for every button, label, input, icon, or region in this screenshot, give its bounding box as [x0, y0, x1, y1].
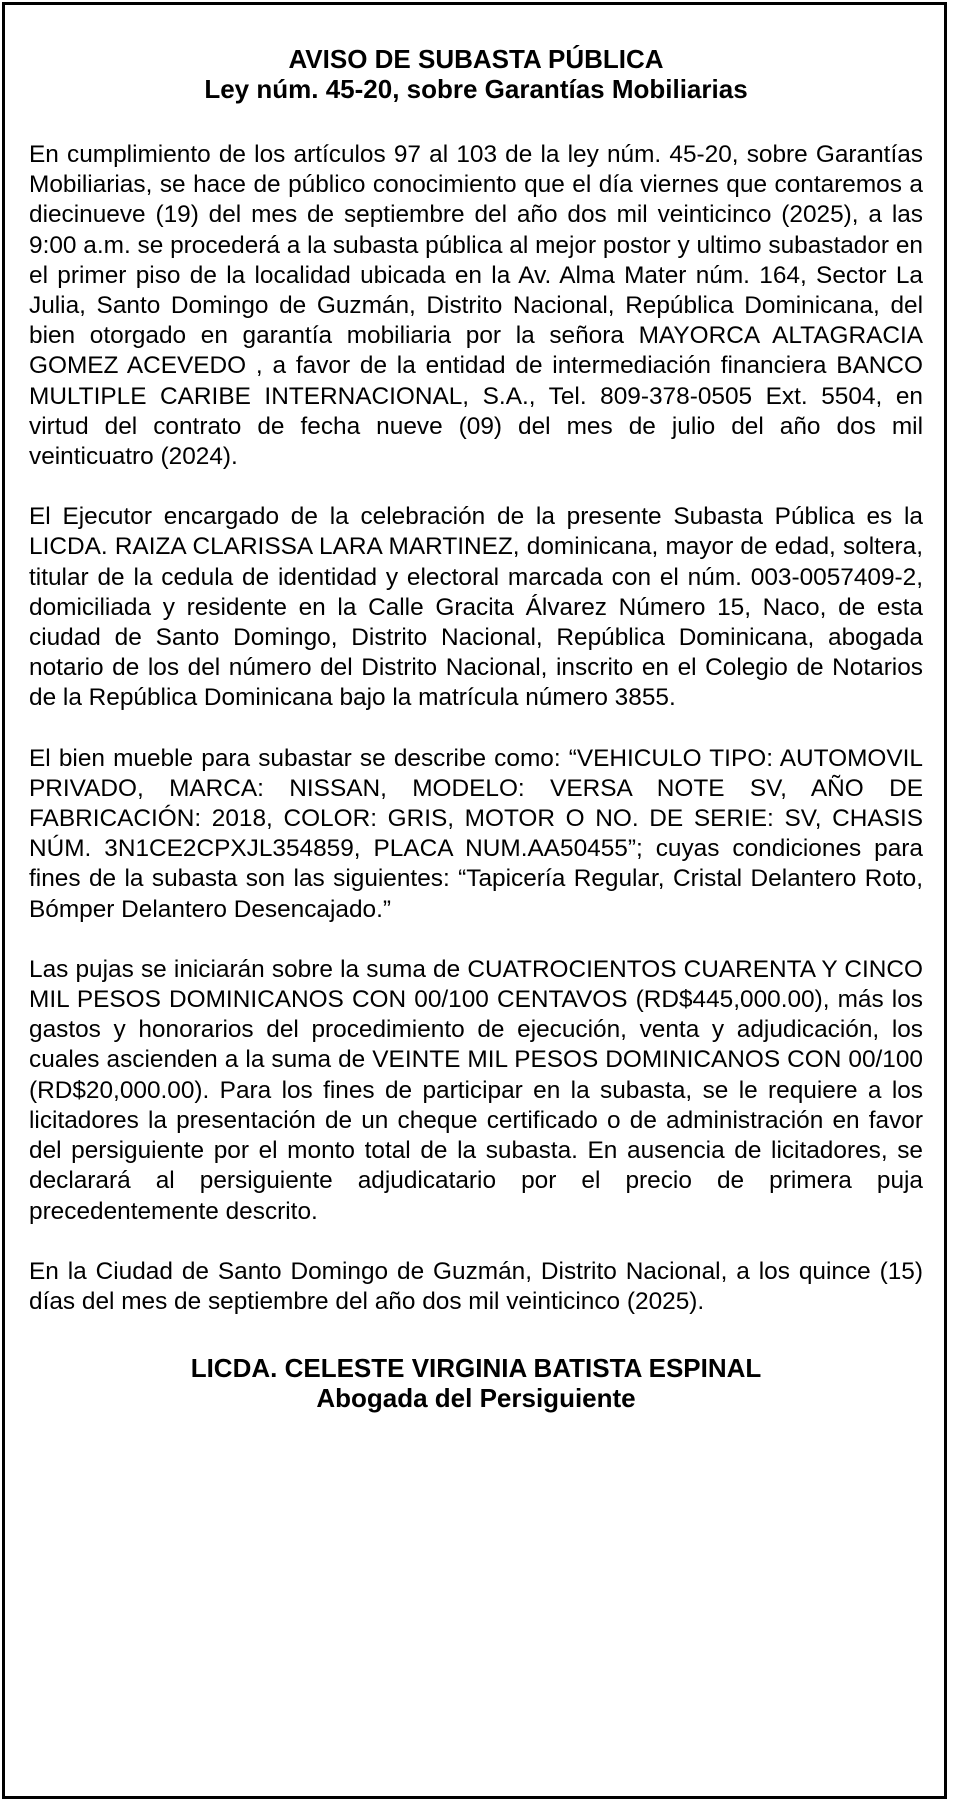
notice-content	[29, 44, 923, 1413]
notice-title: AVISO DE SUBASTA PÚBLICA	[288, 44, 664, 74]
paragraph-auction-announcement: En cumplimiento de los artículos 97 al 103 de la ley núm. 45-20, sobre Garantías Mobiliarias, se hace de público conocimiento que el día viernes que contaremos a diecinueve (19) del mes de septiembre del año dos mil veinticinco (2025), a las 9:00 a.m. se procederá a la subasta pública al mejor postor y ultimo subastador en el primer piso de la localidad ubicada en la Av. Alma Mater núm. 164, Sector La Julia, Santo Domingo de Guzmán, Distrito Nacional, República Dominicana, del bien otorgado en garantía mobiliaria por la señora MAYORCA ALTAGRACIA GOMEZ ACEVEDO , a favor de la entidad de intermediación financiera BANCO MULTIPLE CARIBE INTERNACIONAL, S.A., Tel. 809-378-0505 Ext. 5504, en virtud del contrato de fecha nueve (09) del mes de julio del año dos mil veinticuatro (2024).	[29, 141, 923, 471]
paragraph-place-date: En la Ciudad de Santo Domingo de Guzmán, Distrito Nacional, a los quince (15) días del mes de septiembre del año dos mil veinticinco (2025).	[29, 1257, 923, 1315]
signature-name: LICDA. CELESTE VIRGINIA BATISTA ESPINAL	[190, 1353, 762, 1384]
notice-subtitle: Ley núm. 45-20, sobre Garantías Mobiliarias	[204, 74, 748, 104]
signature-role: Abogada del Persiguiente	[316, 1383, 636, 1414]
paragraph-bidding-terms: Las pujas se iniciarán sobre la suma de CUATROCIENTOS CUARENTA Y CINCO MIL PESOS DOMINICANOS CON 00/100 CENTAVOS (RD$445,000.00), más los gastos y honorarios del procedimiento de ejecución, venta y adjudicación, los cuales ascienden a la suma de VEINTE MIL PESOS DOMINICANOS CON 00/100 (RD$20,000.00). Para los fines de participar en la subasta, se le requiere a los licitadores la presentación de un cheque certificado o de administración en favor del persiguiente por el monto total de la subasta. En ausencia de licitadores, se declarará al persiguiente adjudicatario por el precio de primera puja precedentemente descrito.	[29, 955, 923, 1225]
paragraph-vehicle-description: El bien mueble para subastar se describe como: “VEHICULO TIPO: AUTOMOVIL PRIVADO, MARCA: NISSAN, MODELO: VERSA NOTE SV, AÑO DE FABRICACIÓN: 2018, COLOR: GRIS, MOTOR O NO. DE SERIE: SV, CHASIS NÚM. 3N1CE2CPXJL354859, PLACA NUM.AA50455”; cuyas condiciones para fines de la subasta son las siguientes: “Tapicería Regular, Cristal Delantero Roto, Bómper Delantero Desencajado.”	[29, 744, 923, 923]
paragraph-executor: El Ejecutor encargado de la celebración de la presente Subasta Pública es la LICDA. RAIZA CLARISSA LARA MARTINEZ, dominicana, mayor de edad, soltera, titular de la cedula de identidad y electoral marcada con el núm. 003-0057409-2, domiciliada y residente en la Calle Gracita Álvarez Número 15, Naco, de esta ciudad de Santo Domingo, Distrito Nacional, República Dominicana, abogada notario de los del número del Distrito Nacional, inscrito en el Colegio de Notarios de la República Dominicana bajo la matrícula número 3855.	[29, 503, 923, 712]
